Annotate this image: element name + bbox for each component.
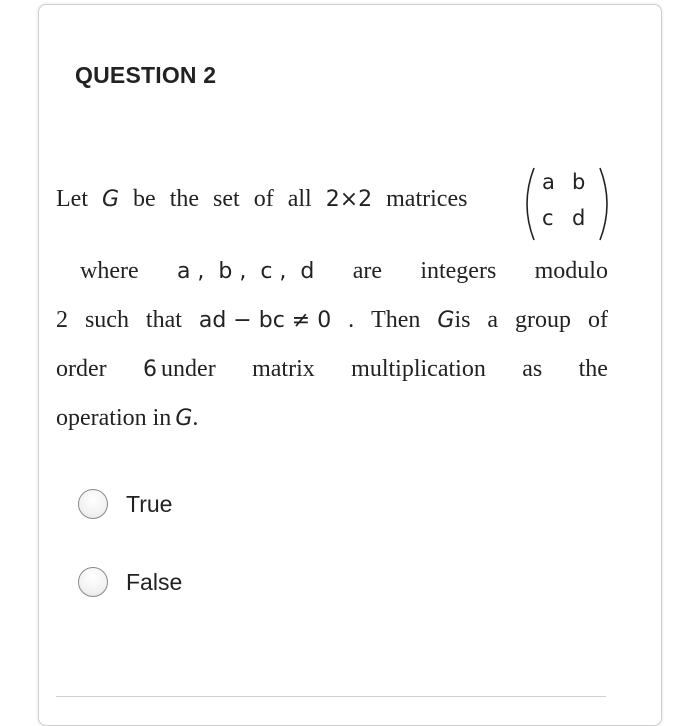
option-label-false[interactable]: False [126, 568, 183, 595]
question-title: QUESTION 2 [75, 62, 217, 88]
question-text-line-4: order 6 under matrix multiplication as the [56, 356, 608, 382]
question-text-line-3: 2 such that ad − bc ≠ 0 . Then Gis a group of [56, 307, 608, 333]
matrix-parentheses [520, 166, 614, 242]
matrix-dimensions: 2×2 [325, 187, 373, 212]
question-text-line-5: operation in G. [56, 405, 199, 431]
radio-button-true[interactable] [78, 489, 108, 519]
radio-button-false[interactable] [78, 567, 108, 597]
question-text-line-2: where a , b , c , d are integers modulo [80, 258, 608, 284]
math-number-six: 6 [143, 357, 158, 382]
matrix-cell-d: d [572, 206, 586, 230]
option-label-true[interactable]: True [126, 490, 173, 517]
matrix-cell-a: a [542, 170, 555, 194]
divider [56, 696, 606, 697]
math-var-G: G [437, 308, 455, 333]
option-false[interactable] [78, 567, 182, 597]
math-vars-abcd: a , b , c , d [176, 259, 315, 284]
question-text-line-1: Let G be the set of all 2×2 matrices [56, 186, 468, 212]
matrix-cell-c: c [542, 206, 554, 230]
matrix-abcd [520, 166, 614, 242]
option-true[interactable] [78, 489, 172, 519]
math-var-G: G [175, 406, 193, 431]
math-var-G: G [101, 187, 120, 212]
math-determinant-expression: ad − bc ≠ 0 [198, 308, 332, 333]
matrix-cell-b: b [572, 170, 586, 194]
